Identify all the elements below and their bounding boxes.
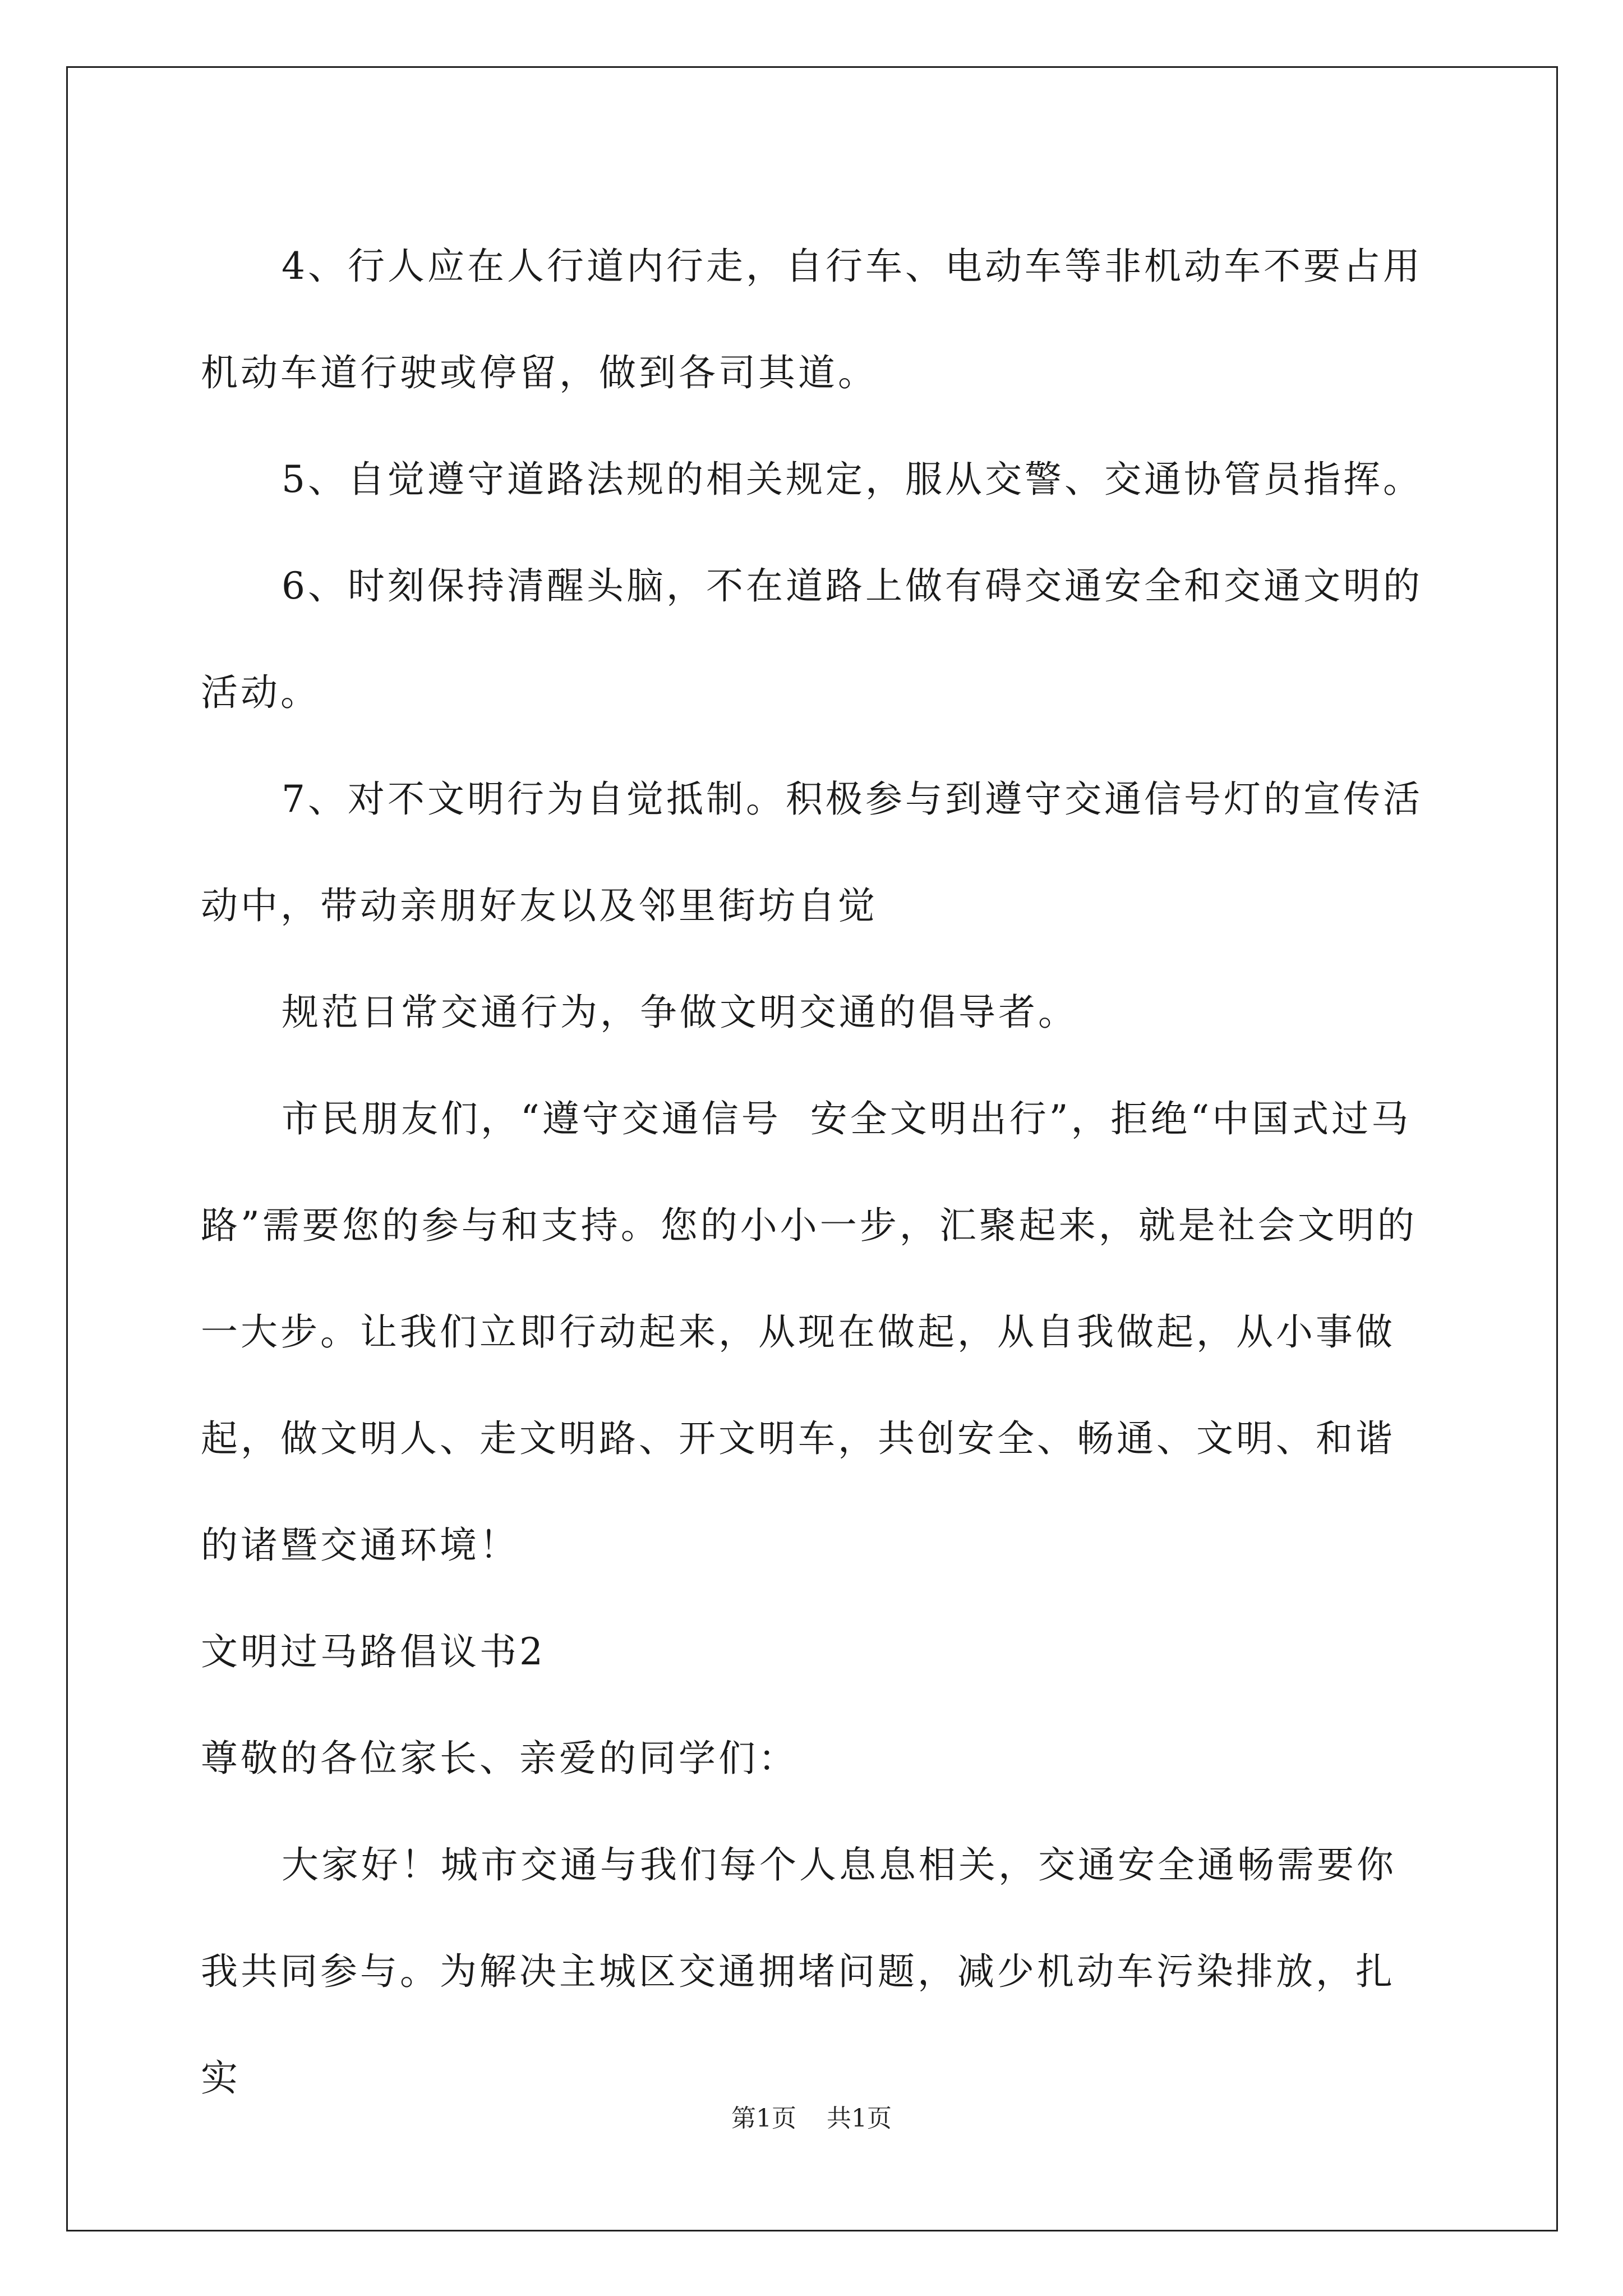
section-title: 文明过马路倡议书2 <box>201 1630 546 1673</box>
salutation: 尊敬的各位家长、亲爱的同学们： <box>201 1737 798 1780</box>
paragraph-continuation: 规范日常交通行为，争做文明交通的倡导者。 <box>282 991 1078 1034</box>
paragraph-greeting: 大家好！城市交通与我们每个人息息相关，交通安全通畅需要你我共同参与。为解决主城区交通拥堵问题，减少机动车污染排放，扎实 <box>201 1843 1396 2100</box>
paragraph-item-4: 4、行人应在人行道内行走，自行车、电动车等非机动车不要占用机动车道行驶或停留，做到各司其道。 <box>201 245 1423 394</box>
page-footer <box>0 2098 1623 2134</box>
paragraph-item-5: 5、自觉遵守道路法规的相关规定，服从交警、交通协管员指挥。 <box>282 458 1423 501</box>
page-number: 第1页 <box>731 2104 796 2133</box>
paragraph-appeal: 市民朋友们，“遵守交通信号 安全文明出行”，拒绝“中国式过马路”需要您的参与和支持。您的小小一步，汇聚起来，就是社会文明的一大步。让我们立即行动起来，从现在做起，从自我做起，从小事做起，做文明人、走文明路、开文明车，共创安全、畅通、文明、和谐的诸暨交通环境！ <box>201 1097 1417 1567</box>
document-body <box>201 213 1435 2132</box>
paragraph-item-7: 7、对不文明行为自觉抵制。积极参与到遵守交通信号灯的宣传活动中，带动亲朋好友以及邻里街坊自觉 <box>201 777 1423 927</box>
paragraph-item-6: 6、时刻保持清醒头脑，不在道路上做有碍交通安全和交通文明的活动。 <box>201 564 1423 714</box>
page-total: 共1页 <box>827 2104 892 2133</box>
